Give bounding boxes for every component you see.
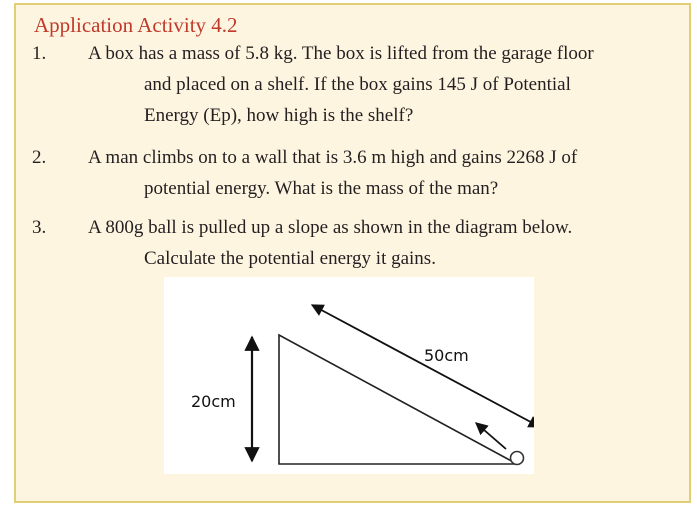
slope-diagram xyxy=(164,277,534,474)
question-number: 2. xyxy=(32,147,47,168)
question-text-line: Calculate the potential energy it gains. xyxy=(144,248,436,269)
question-text-line: potential energy. What is the mass of the man? xyxy=(144,178,499,199)
question-text-line: and placed on a shelf. If the box gains 145 J of Potential xyxy=(144,74,571,95)
question-text-line: A 800g ball is pulled up a slope as shown in the diagram below. xyxy=(88,217,573,238)
ball-icon xyxy=(511,452,524,465)
question-number: 3. xyxy=(32,217,47,238)
question-number: 1. xyxy=(32,43,47,64)
question-text-line: A man climbs on to a wall that is 3.6 m high and gains 2268 J of xyxy=(88,147,578,168)
question-text-line: A box has a mass of 5.8 kg. The box is lifted from the garage floor xyxy=(88,43,594,64)
slope-triangle xyxy=(279,335,517,464)
question-text-line: Energy (Ep), how high is the shelf? xyxy=(144,105,414,126)
activity-title: Application Activity 4.2 xyxy=(34,13,238,37)
activity-box xyxy=(14,3,691,503)
slope-diagram-svg xyxy=(164,277,534,474)
slope-length-label: 50cm xyxy=(424,346,469,365)
height-label: 20cm xyxy=(191,392,236,411)
